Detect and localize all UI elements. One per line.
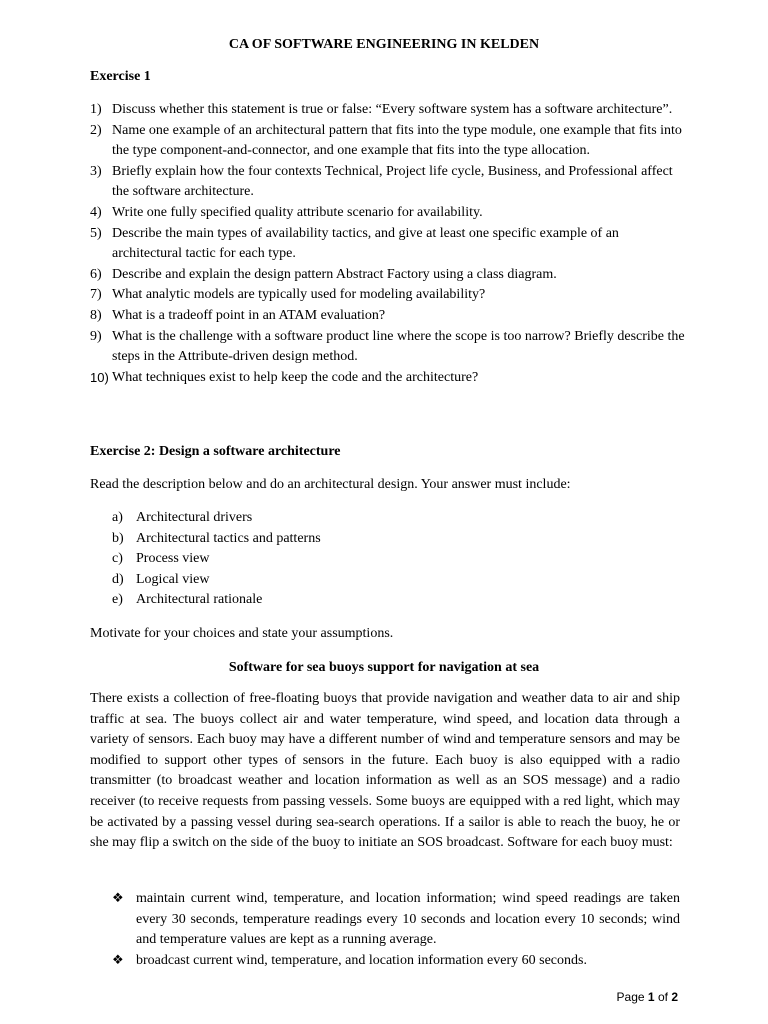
exercise2-intro: Read the description below and do an architectural design. Your answer must include:: [90, 477, 571, 492]
question-text: What is the challenge with a software product line where the scope is too narrow? Briefly describe the steps in the Attribute-driven design method.: [112, 328, 685, 365]
question-text: Briefly explain how the four contexts Technical, Project life cycle, Business, and Professional affect the software architecture.: [112, 163, 673, 200]
list-item: 10) What techniques exist to help keep the code and the architecture?: [90, 368, 690, 389]
question-text: Describe the main types of availability tactics, and give at least one specific example of an architectural tactic for each type.: [112, 225, 619, 262]
question-text: Write one fully specified quality attribute scenario for availability.: [112, 204, 483, 220]
list-item: e) Architectural rationale: [112, 592, 263, 608]
diamond-bullet-icon: ❖: [112, 891, 124, 906]
document-title: CA OF SOFTWARE ENGINEERING IN KELDEN: [228, 37, 540, 52]
list-item: 3) Briefly explain how the four contexts Technical, Project life cycle, Business, and Professional affect the software architecture.: [90, 162, 690, 203]
page-number: Page 1 of 2: [616, 990, 678, 1004]
question-text: Name one example of an architectural pattern that fits into the type module, one example that fits into the type component-and-connector, and one example that fits into the type allocation.: [112, 122, 682, 159]
list-item: d) Logical view: [112, 571, 210, 587]
exercise2-motivate: Motivate for your choices and state your assumptions.: [90, 626, 394, 641]
list-item: 2) Name one example of an architectural pattern that fits into the type module, one example that fits into the type component-and-connector, and one example that fits into the type allocation.: [90, 121, 690, 162]
list-item: 1) Discuss whether this statement is true or false: “Every software system has a software architecture”.: [90, 100, 690, 121]
question-text: Describe and explain the design pattern Abstract Factory using a class diagram.: [112, 266, 557, 282]
list-item: 8) What is a tradeoff point in an ATAM evaluation?: [90, 306, 690, 327]
question-text: What analytic models are typically used for modeling availability?: [112, 287, 486, 303]
diamond-bullet-icon: ❖: [112, 952, 124, 968]
exercise2-heading: Exercise 2: Design a software architecture: [90, 444, 341, 459]
scenario-description: There exists a collection of free-floating buoys that provide navigation and weather data to air and ship traffic at sea. The buoys collect air and water temperature, wind speed, and location data through a variety of sensors. Each buoy may have a different number of wind and temperature sensors and may be modified to support other types of sensors in the future. Each buoy is also equipped with a radio transmitter (to broadcast weather and location information as well as an SOS message) and a radio receiver (to receive requests from passing vessels. Some buoys are equipped with a red light, which may be activated by a passing vessel during sea-search operations. If a sailor is able to reach the buoy, he or she may flip a switch on the side of the buoy to initiate an SOS broadcast. Software for each buoy must:: [90, 691, 680, 851]
question-text: Discuss whether this statement is true or false: “Every software system has a software architecture”.: [112, 102, 673, 117]
requirements-bullet-list: [112, 889, 680, 971]
list-item: c) Process view: [112, 551, 210, 567]
list-item: 9) What is the challenge with a software product line where the scope is too narrow? Briefly describe the steps in the Attribute-driven design method.: [90, 327, 690, 368]
exercise2-requirements-list: [112, 508, 612, 611]
list-item: a) Architectural drivers: [112, 510, 253, 525]
question-text: What is a tradeoff point in an ATAM evaluation?: [112, 307, 386, 323]
scenario-title: Software for sea buoys support for navigation at sea: [228, 660, 540, 675]
exercise1-question-list: [90, 100, 690, 388]
list-item: b) Architectural tactics and patterns: [112, 530, 321, 546]
exercise1-heading: Exercise 1: [90, 69, 151, 84]
list-item: ❖ maintain current wind, temperature, and location information; wind speed readings are taken every 30 seconds, temperature readings every 10 seconds and location every 10 seconds; wind and temperature values are kept as a running average.: [112, 889, 680, 951]
list-item: ❖ broadcast current wind, temperature, and location information every 60 seconds.: [112, 951, 680, 972]
question-text: What techniques exist to help keep the code and the architecture?: [112, 369, 479, 385]
list-item: 6) Describe and explain the design pattern Abstract Factory using a class diagram.: [90, 265, 690, 286]
list-item: 4) Write one fully specified quality attribute scenario for availability.: [90, 203, 690, 224]
list-item: 7) What analytic models are typically used for modeling availability?: [90, 285, 690, 306]
list-item: 5) Describe the main types of availability tactics, and give at least one specific example of an architectural tactic for each type.: [90, 224, 690, 265]
